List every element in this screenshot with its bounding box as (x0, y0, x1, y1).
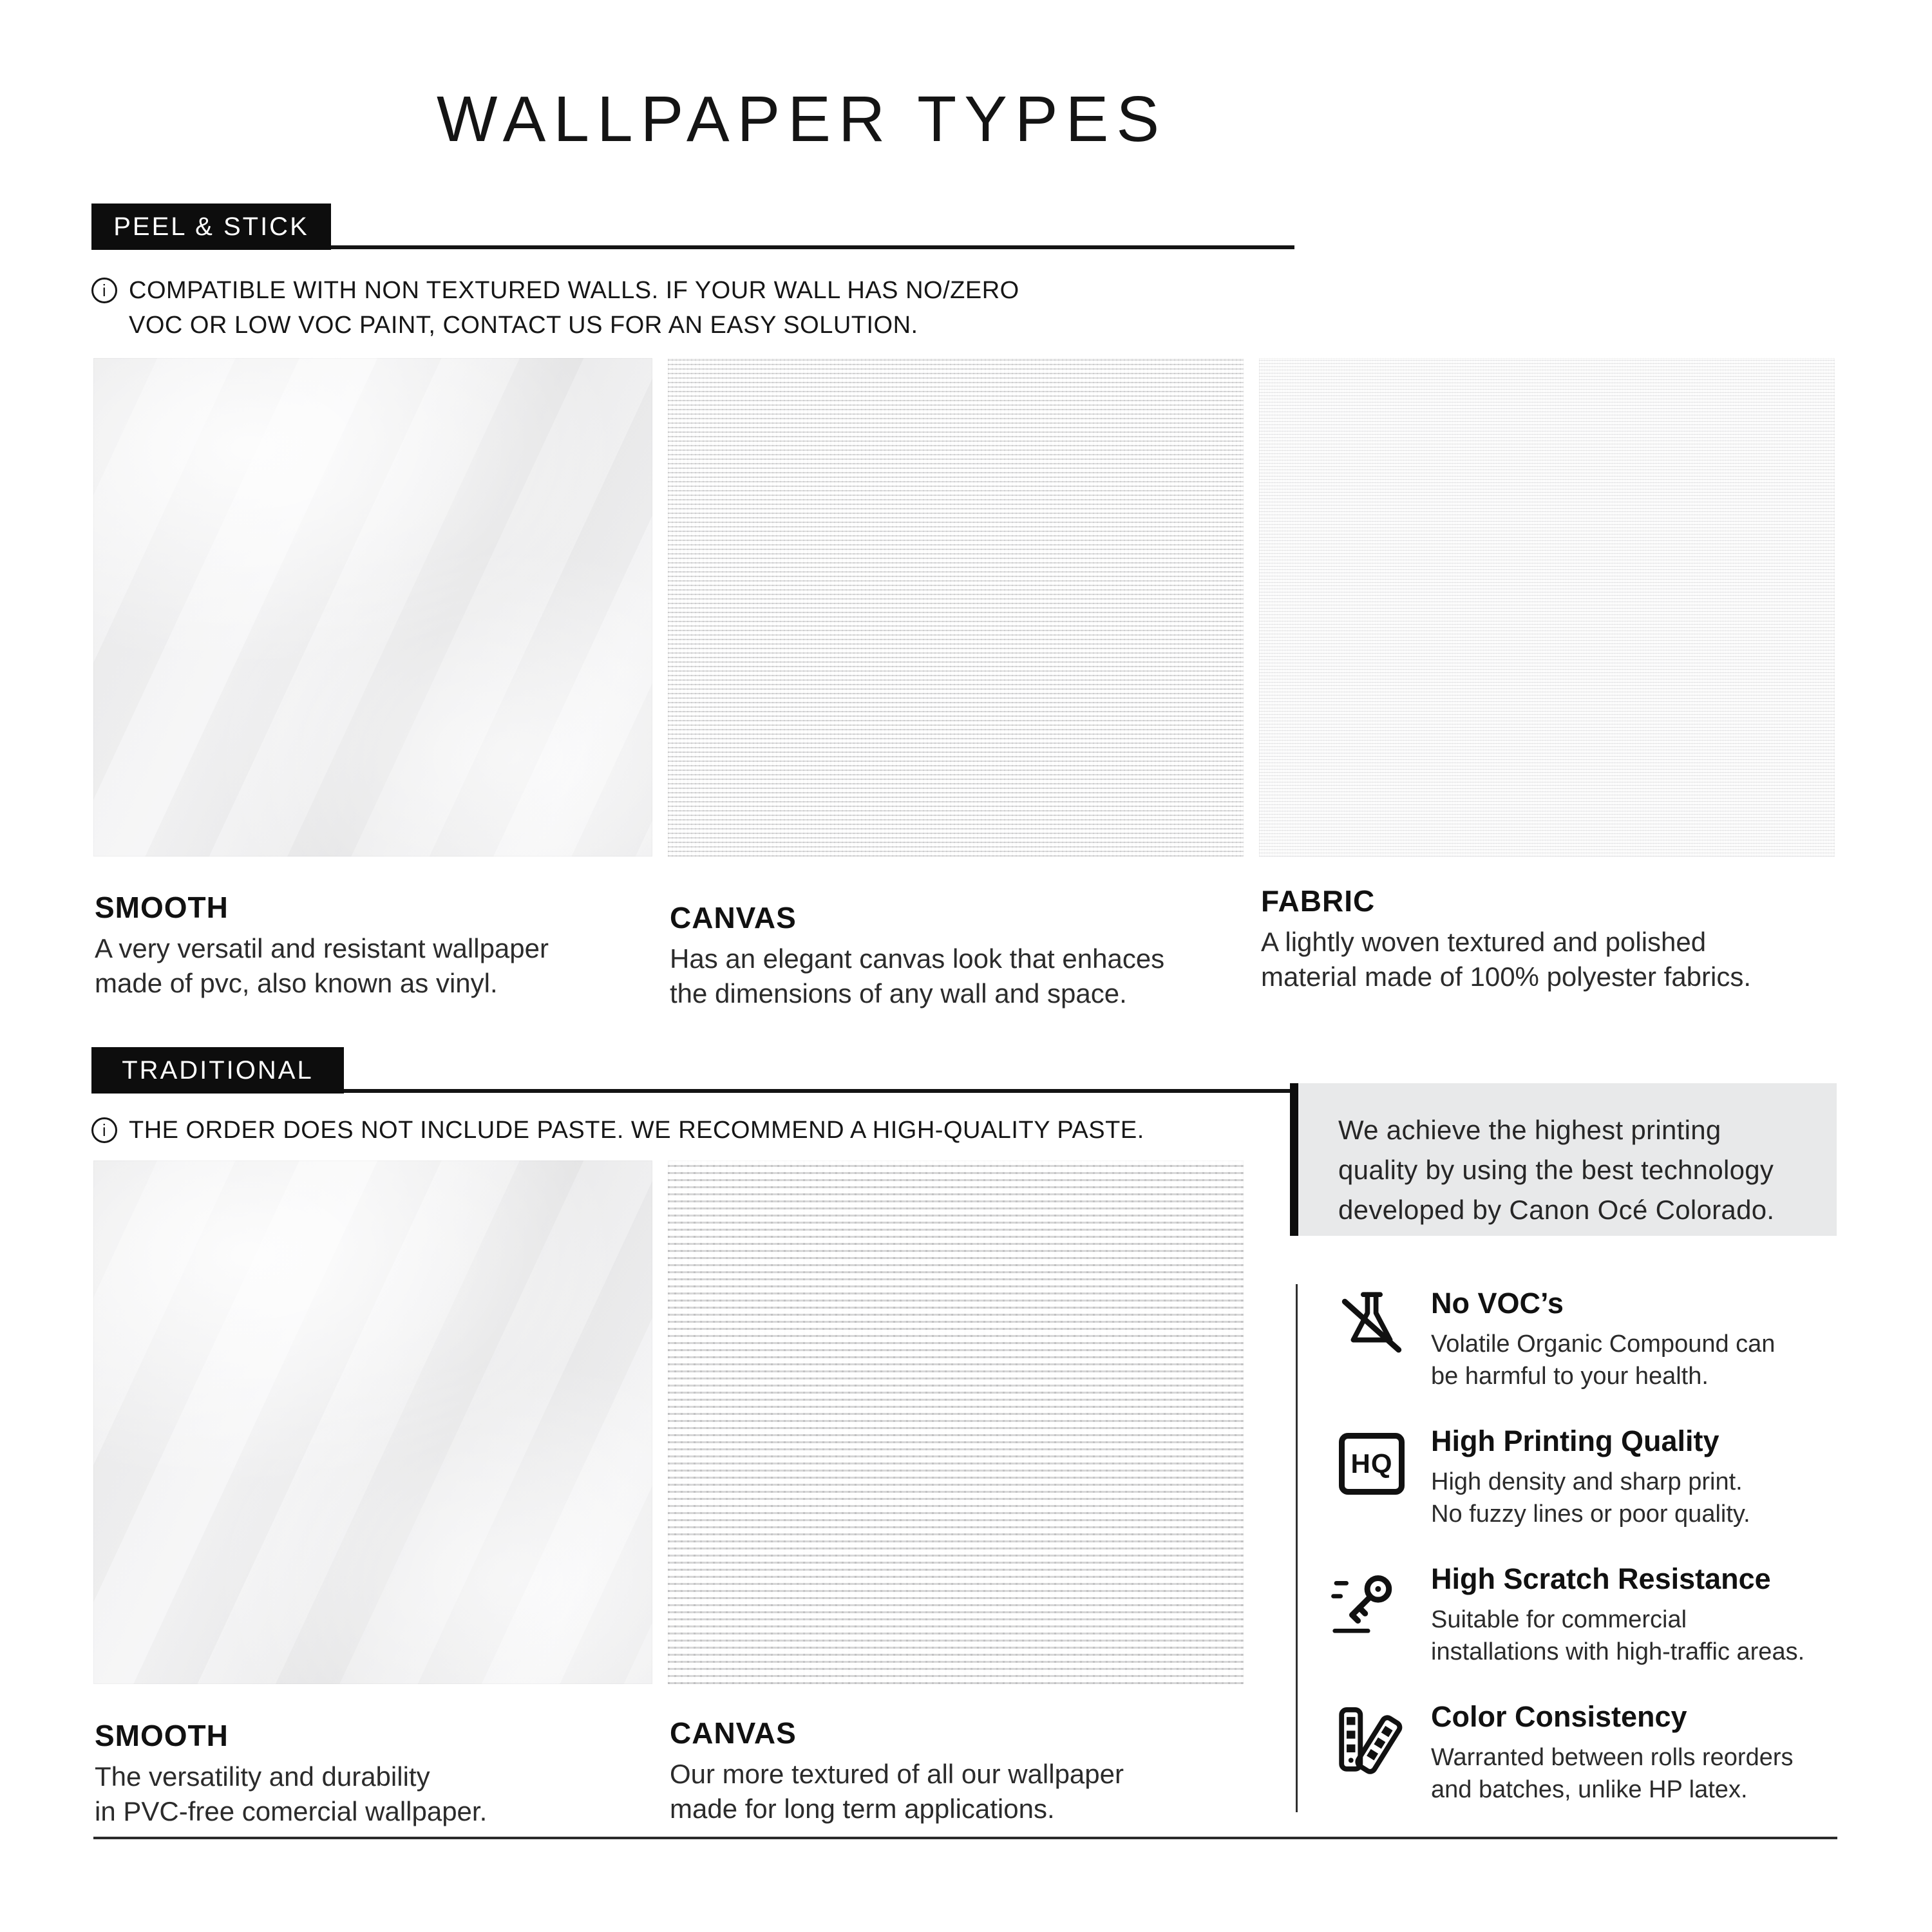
peel-stick-note-text: COMPATIBLE WITH NON TEXTURED WALLS. IF YOUR WALL HAS NO/ZERO VOC OR LOW VOC PAINT, CONTACT US FOR AN EASY SOLUTION. (129, 277, 1019, 339)
feature-title: Color Consistency (1431, 1700, 1687, 1733)
swatch-image-peel-canvas (668, 358, 1244, 857)
page-title: WALLPAPER TYPES (436, 83, 1168, 155)
swatch-title-peel-fabric: FABRIC (1261, 884, 1376, 918)
peel-stick-badge: PEEL & STICK (91, 204, 331, 250)
quality-box-accent-bar (1290, 1083, 1298, 1236)
swatch-title-traditional-smooth: SMOOTH (95, 1719, 229, 1752)
feature-title: No VOC’s (1431, 1287, 1564, 1320)
bottom-divider-line (93, 1837, 1837, 1839)
feature-title: High Scratch Resistance (1431, 1562, 1771, 1595)
feature-description: Suitable for commercial installations with high-traffic areas. (1431, 1606, 1805, 1665)
traditional-note (91, 1113, 1144, 1148)
traditional-badge: TRADITIONAL (91, 1047, 344, 1094)
feature-title: High Printing Quality (1431, 1425, 1719, 1457)
hq-icon-label: HQ (1350, 1448, 1393, 1479)
color-swatch-icon (1332, 1701, 1409, 1779)
traditional-note-text: THE ORDER DOES NOT INCLUDE PASTE. WE RECOMMEND A HIGH-QUALITY PASTE. (129, 1117, 1144, 1144)
features-divider-line (1296, 1284, 1298, 1812)
feature-high-printing-quality (1431, 1425, 1750, 1530)
feature-high-scratch-resistance (1431, 1562, 1804, 1668)
feature-description: High density and sharp print. No fuzzy lines or poor quality. (1431, 1468, 1750, 1528)
swatch-image-peel-smooth (93, 358, 652, 857)
swatch-image-traditional-canvas (668, 1160, 1244, 1684)
feature-no-vocs (1431, 1287, 1775, 1392)
swatch-desc-peel-canvas: Has an elegant canvas look that enhaces the dimensions of any wall and space. (670, 943, 1165, 1009)
hq-badge-icon (1336, 1428, 1407, 1499)
feature-color-consistency (1431, 1700, 1794, 1806)
quality-statement-box: We achieve the highest printing quality by using the best technology developed by Canon Océ Colorado. (1298, 1083, 1837, 1236)
feature-description: Warranted between rolls reorders and batches, unlike HP latex. (1431, 1744, 1794, 1803)
info-icon: i (91, 278, 117, 303)
no-voc-flask-icon (1333, 1283, 1410, 1360)
swatch-desc-traditional-canvas: Our more textured of all our wallpaper made for long term applications. (670, 1759, 1124, 1824)
swatch-image-peel-fabric (1259, 358, 1835, 857)
swatch-title-traditional-canvas: CANVAS (670, 1716, 797, 1750)
scratch-resistance-key-icon (1328, 1566, 1405, 1643)
swatch-desc-traditional-smooth: The versatility and durability in PVC-free comercial wallpaper. (95, 1761, 488, 1826)
swatch-image-traditional-smooth (93, 1160, 652, 1684)
feature-description: Volatile Organic Compound can be harmful to your health. (1431, 1331, 1776, 1390)
swatch-title-peel-smooth: SMOOTH (95, 891, 229, 924)
peel-stick-note (91, 273, 1019, 343)
info-icon: i (91, 1117, 117, 1143)
swatch-title-peel-canvas: CANVAS (670, 901, 797, 934)
swatch-desc-peel-smooth: A very versatil and resistant wallpaper made of pvc, also known as vinyl. (95, 933, 549, 998)
swatch-desc-peel-fabric: A lightly woven textured and polished material made of 100% polyester fabrics. (1261, 927, 1752, 992)
